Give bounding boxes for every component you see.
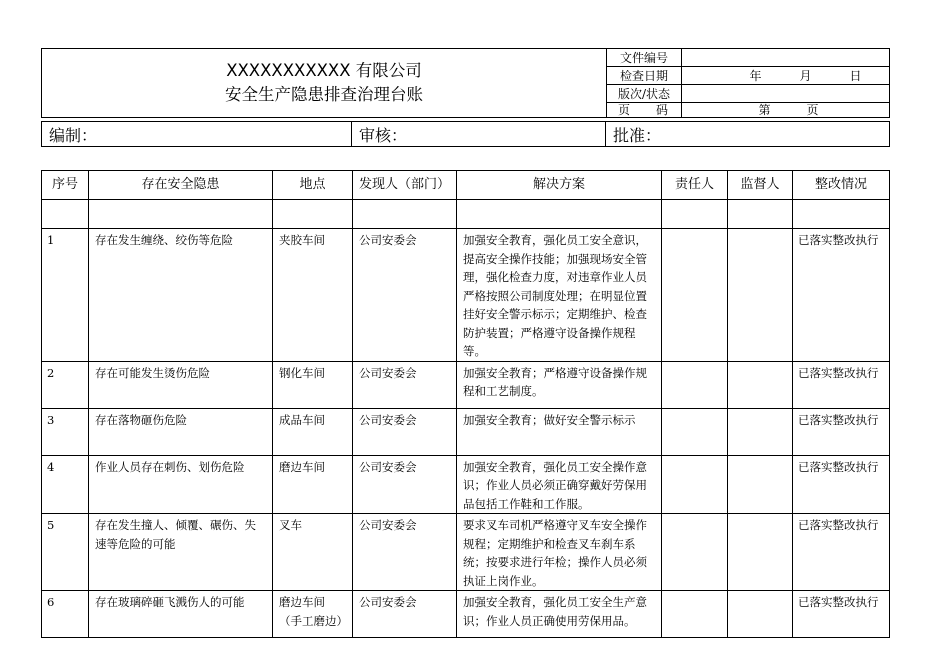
title-block — [42, 49, 607, 118]
prepared-by-cell — [42, 122, 352, 147]
row-supervisor — [728, 361, 793, 408]
col-header-hazard: 存在安全隐患 — [89, 171, 273, 200]
page-label — [607, 103, 682, 118]
table-row — [42, 229, 890, 362]
doc-no-label: 文件编号 — [607, 49, 682, 67]
row-hazard: 存在发生撞人、倾覆、碾伤、失速等危险的可能 — [89, 514, 273, 591]
row-solution: 加强安全教育；严格遵守设备操作规程和工艺制度。 — [457, 361, 662, 408]
approved-by-label: 批准： — [613, 125, 662, 145]
row-supervisor — [728, 455, 793, 514]
row-finder: 公司安委会 — [353, 455, 457, 514]
row-responsible — [662, 361, 728, 408]
row-supervisor — [728, 591, 793, 638]
row-status: 已落实整改执行 — [793, 455, 890, 514]
row-responsible — [662, 455, 728, 514]
row-supervisor — [728, 408, 793, 455]
version-label: 版次/状态 — [607, 85, 682, 103]
row-responsible — [662, 408, 728, 455]
row-hazard: 存在发生缠绕、绞伤等危险 — [89, 229, 273, 362]
row-status: 已落实整改执行 — [793, 361, 890, 408]
row-supervisor — [728, 229, 793, 362]
row-hazard: 作业人员存在刺伤、划伤危险 — [89, 455, 273, 514]
row-location: 钢化车间 — [273, 361, 353, 408]
table-row — [42, 591, 890, 638]
row-supervisor — [728, 514, 793, 591]
col-header-status: 整改情况 — [793, 171, 890, 200]
row-location: 磨边车间（手工磨边） — [273, 591, 353, 638]
row-hazard: 存在可能发生烫伤危险 — [89, 361, 273, 408]
page-prefix: 第 — [758, 103, 771, 117]
ledger-title: 安全生产隐患排查治理台账 — [225, 85, 423, 104]
col-header-solution: 解决方案 — [457, 171, 662, 200]
row-location: 磨边车间 — [273, 455, 353, 514]
col-header-no: 序号 — [42, 171, 89, 200]
row-solution: 加强安全教育，强化员工安全生产意识；作业人员正确使用劳保用品。 — [457, 591, 662, 638]
version-value — [682, 85, 890, 103]
table-header-row — [42, 171, 890, 200]
prepared-by-label: 编制： — [49, 125, 98, 145]
table-row — [42, 361, 890, 408]
col-header-responsible: 责任人 — [662, 171, 728, 200]
row-solution: 加强安全教育，强化员工安全意识，提高安全操作技能；加强现场安全管理，强化检查力度，对违章作业人员严格按照公司制度处理；在明显位置挂好安全警示标示；定期维护、检查防护装置；严格遵守设备操作规程等。 — [457, 229, 662, 362]
date-day-label: 日 — [849, 68, 862, 83]
reviewed-by-cell — [352, 122, 606, 147]
row-location: 成品车间 — [273, 408, 353, 455]
hazard-ledger-table — [41, 170, 890, 638]
doc-no-value — [682, 49, 890, 67]
date-year-label: 年 — [749, 68, 762, 83]
row-status: 已落实整改执行 — [793, 229, 890, 362]
row-finder: 公司安委会 — [353, 514, 457, 591]
row-status: 已落实整改执行 — [793, 408, 890, 455]
row-finder: 公司安委会 — [353, 591, 457, 638]
table-row — [42, 408, 890, 455]
reviewed-by-label: 审核： — [359, 125, 408, 145]
page-label-right: 码 — [655, 103, 668, 117]
col-header-supervisor: 监督人 — [728, 171, 793, 200]
page-number-value — [682, 103, 890, 118]
col-header-finder: 发现人（部门） — [353, 171, 457, 200]
col-header-location: 地点 — [273, 171, 353, 200]
row-solution: 要求叉车司机严格遵守叉车安全操作规程；定期维护和检查叉车刹车系统；按要求进行年检；操作人员必须执证上岗作业。 — [457, 514, 662, 591]
row-no: 2 — [42, 361, 89, 408]
row-responsible — [662, 514, 728, 591]
row-no: 6 — [42, 591, 89, 638]
row-hazard: 存在落物砸伤危险 — [89, 408, 273, 455]
approved-by-cell — [606, 122, 890, 147]
row-finder: 公司安委会 — [353, 229, 457, 362]
row-status: 已落实整改执行 — [793, 514, 890, 591]
row-status: 已落实整改执行 — [793, 591, 890, 638]
row-finder: 公司安委会 — [353, 408, 457, 455]
check-date-value — [682, 67, 890, 85]
row-location: 夹胶车间 — [273, 229, 353, 362]
row-hazard: 存在玻璃碎砸飞溅伤人的可能 — [89, 591, 273, 638]
row-responsible — [662, 591, 728, 638]
row-no: 5 — [42, 514, 89, 591]
row-no: 1 — [42, 229, 89, 362]
table-row — [42, 514, 890, 591]
table-row — [42, 455, 890, 514]
page-suffix: 页 — [806, 103, 819, 117]
sign-row — [41, 121, 890, 147]
date-month-label: 月 — [799, 68, 812, 83]
company-name: XXXXXXXXXXX 有限公司 — [226, 61, 422, 80]
row-responsible — [662, 229, 728, 362]
page-label-left: 页 — [618, 103, 631, 117]
row-solution: 加强安全教育，强化员工安全操作意识；作业人员必须正确穿戴好劳保用品包括工作鞋和工作服。 — [457, 455, 662, 514]
row-location: 叉车 — [273, 514, 353, 591]
row-finder: 公司安委会 — [353, 361, 457, 408]
row-no: 4 — [42, 455, 89, 514]
check-date-label: 检查日期 — [607, 67, 682, 85]
document-header — [41, 48, 890, 118]
row-solution: 加强安全教育；做好安全警示标示 — [457, 408, 662, 455]
row-no: 3 — [42, 408, 89, 455]
